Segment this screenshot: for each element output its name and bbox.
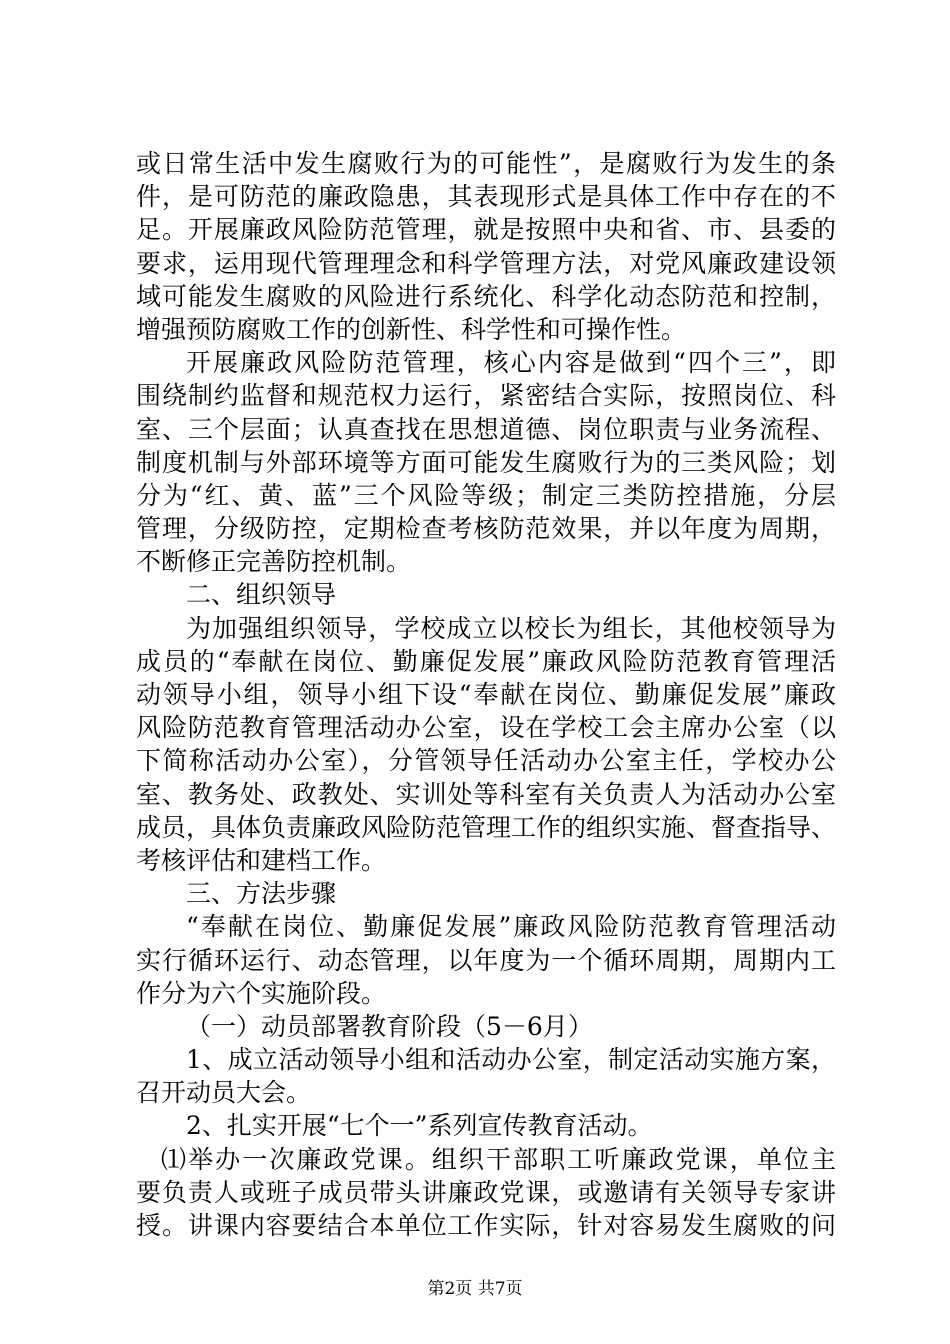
text-line: 分为“红、黄、蓝”三个风险等级；制定三类防控措施，分层	[136, 480, 836, 510]
text-line: 要求，运用现代管理理念和科学管理方法，对党风廉政建设领	[136, 248, 836, 278]
text-line: 实行循环运行、动态管理，以年度为一个循环周期，周期内工	[136, 945, 836, 975]
text-line: 或日常生活中发生腐败行为的可能性”，是腐败行为发生的条	[136, 149, 836, 178]
text-line: 增强预防腐败工作的创新性、科学性和可操作性。	[136, 314, 687, 344]
text-line: 授。讲课内容要结合本单位工作实际，针对容易发生腐败的问	[136, 1211, 836, 1240]
text-line: 开展廉政风险防范管理，核心内容是做到“四个三”，即	[186, 348, 836, 378]
text-line: 风险防范教育管理活动办公室，设在学校工会主席办公室（以	[136, 713, 836, 743]
text-line: 室、教务处、政教处、实训处等科室有关负责人为活动办公室	[136, 779, 836, 809]
text-line: 动领导小组，领导小组下设“奉献在岗位、勤廉促发展”廉政	[136, 680, 836, 709]
text-line: 件，是可防范的廉政隐患，其表现形式是具体工作中存在的不	[136, 182, 836, 212]
text-line: 域可能发生腐败的风险进行系统化、科学化动态防范和控制，	[136, 281, 836, 311]
text-line: 为加强组织领导，学校成立以校长为组长，其他校领导为	[186, 613, 836, 643]
text-line: 成员的“奉献在岗位、勤廉促发展”廉政风险防范教育管理活	[136, 646, 836, 676]
text-line: （一）动员部署教育阶段（5－6月）	[186, 1011, 593, 1041]
text-line: 下简称活动办公室），分管领导任活动办公室主任，学校办公	[136, 746, 836, 776]
document-body	[136, 147, 836, 1242]
text-line: 召开动员大会。	[136, 1078, 312, 1108]
text-line: 室、三个层面；认真查找在思想道德、岗位职责与业务流程、	[136, 414, 836, 444]
text-line: 足。开展廉政风险防范管理，就是按照中央和省、市、县委的	[136, 215, 836, 245]
text-line: 成员，具体负责廉政风险防范管理工作的组织实施、督查指导、	[136, 812, 836, 842]
text-line: 围绕制约监督和规范权力运行，紧密结合实际，按照岗位、科	[136, 381, 836, 411]
text-line: ⑴举办一次廉政党课。组织干部职工听廉政党课，单位主	[161, 1144, 836, 1174]
text-line: 管理，分级防控，定期检查考核防范效果，并以年度为周期，	[136, 514, 836, 544]
text-line: 要负责人或班子成员带头讲廉政党课，或邀请有关领导专家讲	[136, 1177, 836, 1207]
text-line: 1、成立活动领导小组和活动办公室，制定活动实施方案，	[186, 1045, 836, 1075]
text-line: 作分为六个实施阶段。	[136, 978, 387, 1008]
text-line: 不断修正完善防控机制。	[136, 547, 412, 577]
text-line: 三、方法步骤	[186, 879, 337, 909]
text-line: 考核评估和建档工作。	[136, 845, 387, 875]
page-footer: 第2页 共7页	[427, 1279, 523, 1299]
text-line: 二、组织领导	[186, 580, 337, 610]
text-line: 制度机制与外部环境等方面可能发生腐败行为的三类风险；划	[136, 447, 836, 477]
text-line: “奉献在岗位、勤廉促发展”廉政风险防范教育管理活动	[186, 912, 836, 942]
text-line: 2、扎实开展“七个一”系列宣传教育活动。	[186, 1111, 653, 1141]
